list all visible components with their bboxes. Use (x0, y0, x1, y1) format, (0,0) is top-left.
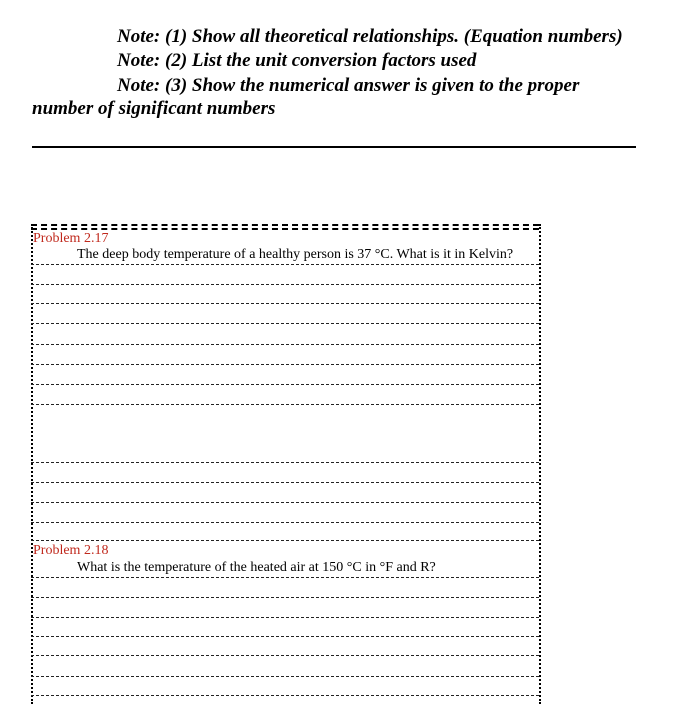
answer-line (31, 617, 539, 618)
note-4: number of significant numbers (32, 98, 276, 119)
answer-line (31, 404, 539, 405)
answer-line (31, 636, 539, 637)
problem-text: What is the temperature of the heated air at 150 °C in °F and R? (77, 560, 436, 575)
answer-line (31, 482, 539, 483)
answer-line (31, 676, 539, 677)
answer-line (31, 522, 539, 523)
note-3: Note: (3) Show the numerical answer is given to the proper (117, 75, 580, 96)
horizontal-rule (32, 146, 636, 148)
answer-line (31, 462, 539, 463)
answer-line (31, 577, 539, 578)
answer-line (31, 323, 539, 324)
answer-area (31, 224, 541, 704)
box-top-border-inner (31, 228, 539, 230)
answer-line (31, 384, 539, 385)
note-2: Note: (2) List the unit conversion factors used (117, 50, 477, 71)
answer-line (31, 364, 539, 365)
answer-line (31, 655, 539, 656)
answer-line (31, 695, 539, 696)
answer-line (31, 303, 539, 304)
problem-title: Problem 2.18 (33, 543, 109, 558)
box-top-border (31, 224, 539, 226)
problem-text: The deep body temperature of a healthy person is 37 °C. What is it in Kelvin? (77, 247, 514, 262)
answer-line (31, 502, 539, 503)
answer-line (31, 264, 539, 265)
answer-line (31, 597, 539, 598)
answer-line (31, 344, 539, 345)
answer-line (31, 540, 539, 541)
answer-line (31, 284, 539, 285)
problem-title: Problem 2.17 (33, 231, 109, 246)
note-1: Note: (1) Show all theoretical relationships. (Equation numbers) (117, 26, 623, 47)
